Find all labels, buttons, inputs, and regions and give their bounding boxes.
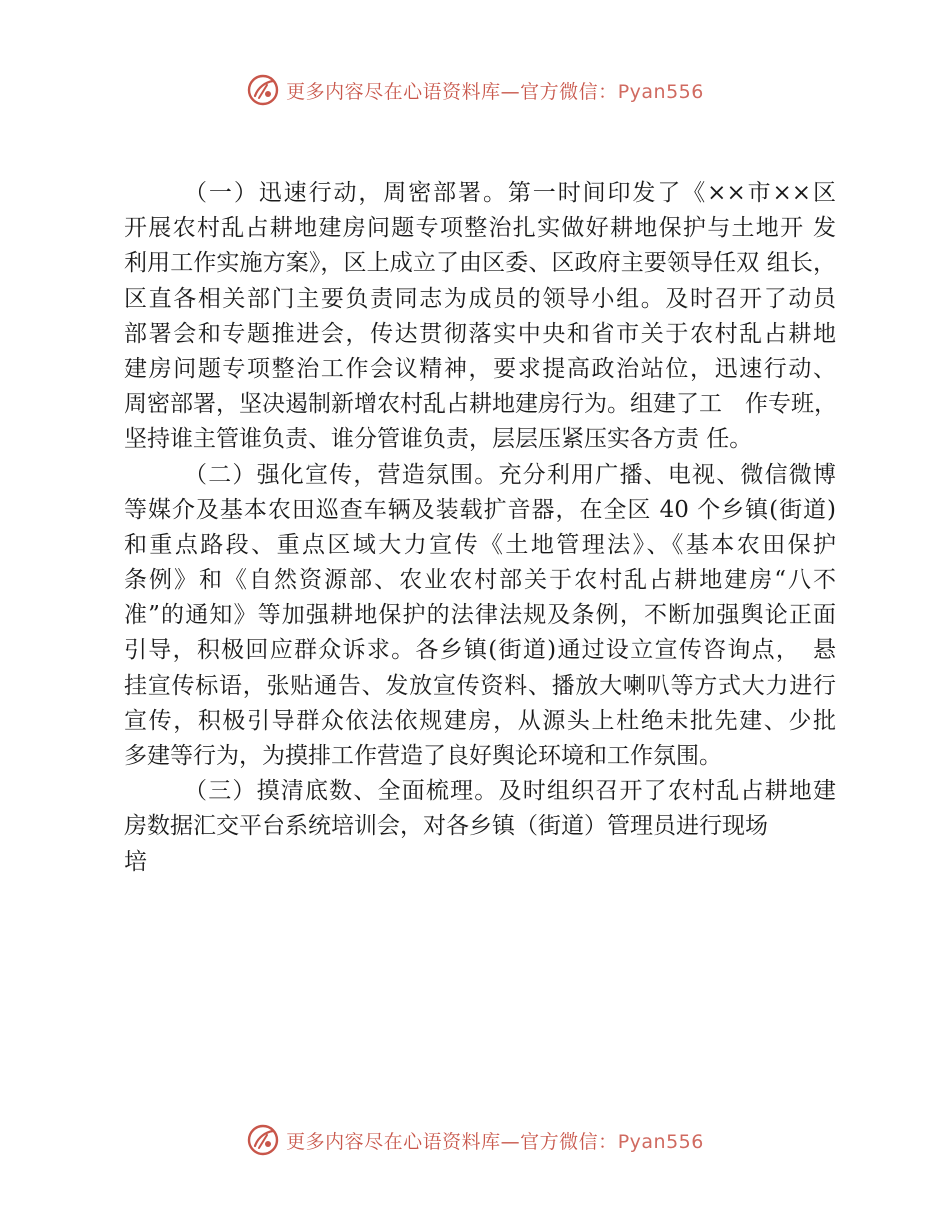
text-line: 部署会和专题推进会，传达贯彻落实中央和省市关于农村乱占耕地 (124, 320, 836, 347)
watermark-site-text: 更多内容尽在心语资料库— (286, 1130, 521, 1153)
text-line: 准”的通知》等加强耕地保护的法律法规及条例，不断加强舆论正面 (124, 602, 836, 629)
text-line: 利用工作实施方案》，区上成立了由区委、区政府主要领导任双 组长， (124, 250, 836, 277)
text-line: （三）摸清底数、全面梳理。及时组织召开了农村乱占耕地建 (184, 778, 836, 805)
text-line: 多建等行为，为摸排工作营造了良好舆论环境和工作氛围。 (124, 743, 722, 769)
watermark-text (286, 1127, 704, 1154)
text-line: 和重点路段、重点区域大力宣传《土地管理法》、《基本农田保护 (124, 531, 836, 558)
text-line: 培 (124, 848, 147, 875)
watermark-official-label: 官方微信： (520, 80, 618, 103)
watermark-wechat-id: Pyan556 (617, 80, 704, 103)
seal-logo-icon (246, 73, 280, 107)
text-line: 条例》和《自然资源部、农业农村部关于农村乱占耕地建房“八不 (124, 567, 836, 594)
text-line: 区直各相关部门主要负责同志为成员的领导小组。及时召开了动员 (124, 285, 836, 312)
text-line: 建房问题专项整治工作会议精神，要求提高政治站位，迅速行动、 (124, 355, 836, 382)
watermark-official-label: 官方微信： (520, 1130, 618, 1153)
text-line: 挂宣传标语，张贴通告、发放宣传资料、播放大喇叭等方式大力进行 (124, 672, 836, 699)
text-line: 周密部署，坚决遏制新增农村乱占耕地建房行为。组建了工 作专班， (124, 391, 837, 418)
text-line: 开展农村乱占耕地建房问题专项整治扎实做好耕地保护与土地开 发 (124, 215, 836, 242)
watermark-site-text: 更多内容尽在心语资料库— (286, 80, 521, 103)
text-line: （二）强化宣传，营造氛围。充分利用广播、电视、微信微博 (184, 461, 836, 488)
document-body (124, 176, 836, 880)
text-line: 坚持谁主管谁负责、谁分管谁负责，层层压紧压实各方责 任。 (124, 426, 753, 453)
header-watermark (0, 70, 950, 110)
text-line: 房数据汇交平台系统培训会，对各乡镇（街道）管理员进行现场 (124, 813, 768, 840)
watermark-text (286, 77, 704, 104)
footer-watermark (0, 1120, 950, 1160)
seal-logo-icon (246, 1123, 280, 1157)
text-line: 宣传，积极引导群众依法依规建房，从源头上杜绝未批先建、少批 (124, 707, 836, 734)
text-line: 等媒介及基本农田巡查车辆及装载扩音器，在全区 40 个乡镇(街道) (124, 496, 836, 523)
watermark-wechat-id: Pyan556 (617, 1130, 704, 1153)
text-line: （一）迅速行动，周密部署。第一时间印发了《××市××区 (184, 180, 836, 206)
text-line: 引导，积极回应群众诉求。各乡镇(街道)通过设立宣传咨询点， 悬 (124, 637, 836, 664)
